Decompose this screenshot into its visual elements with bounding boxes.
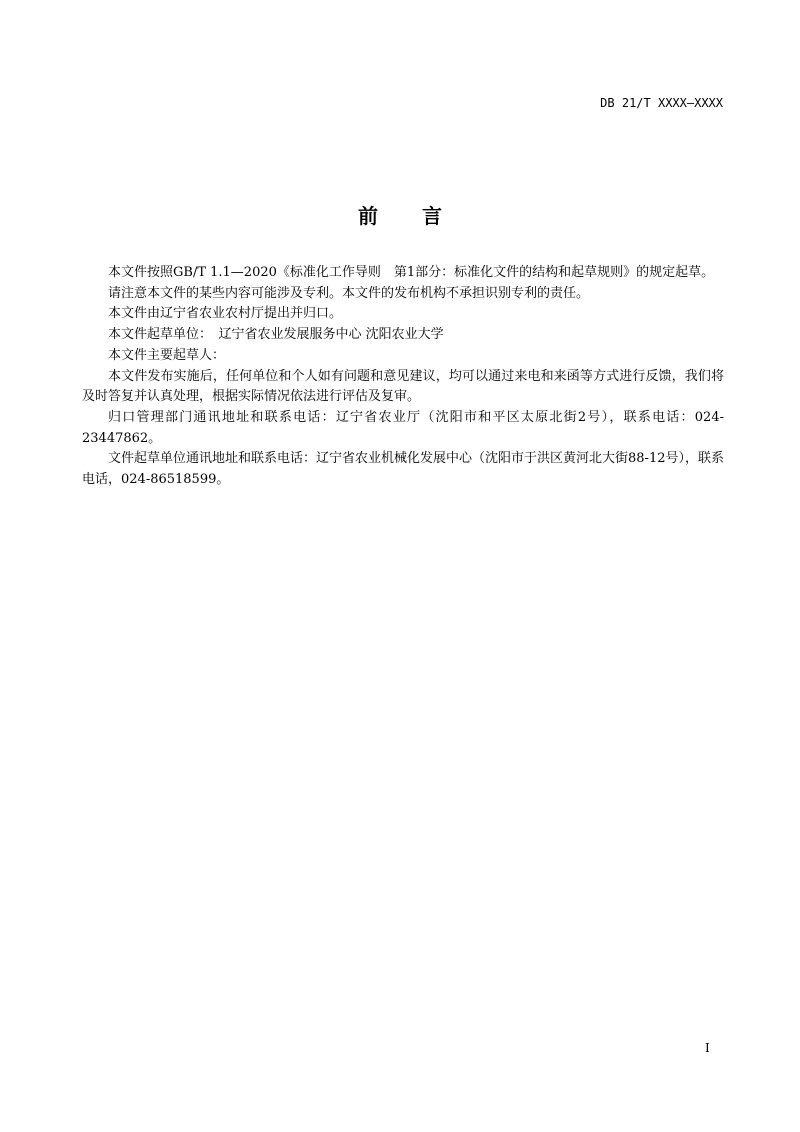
paragraph-authority-contact: 归口管理部门通讯地址和联系电话：辽宁省农业厅（沈阳市和平区太原北街2号），联系电话：024-23447862。	[82, 409, 724, 446]
paragraph-proposer: 本文件由辽宁省农业农村厅提出并归口。	[108, 306, 343, 322]
foreword-body	[82, 263, 724, 491]
paragraph-drafting-units: 本文件起草单位： 辽宁省农业发展服务中心 沈阳农业大学	[108, 327, 444, 343]
paragraph-drafting-rules: 本文件按照GB/T 1.1—2020《标准化工作导则 第1部分：标准化文件的结构和起草规则》的规定起草。	[108, 265, 715, 280]
page-title: 前言	[358, 204, 486, 228]
page-number: I	[705, 1041, 710, 1055]
paragraph-drafters: 本文件主要起草人：	[108, 347, 226, 363]
document-code: DB 21/T XXXX—XXXX	[600, 96, 723, 110]
paragraph-feedback: 本文件发布实施后，任何单位和个人如有问题和意见建议，均可以通过来电和来函等方式进行反馈，我们将及时答复并认真处理，根据实际情况依法进行评估及复审。	[82, 368, 724, 405]
paragraph-patent-notice: 请注意本文件的某些内容可能涉及专利。本文件的发布机构不承担识别专利的责任。	[108, 285, 590, 301]
paragraph-drafter-contact: 文件起草单位通讯地址和联系电话：辽宁省农业机械化发展中心（沈阳市于洪区黄河北大街88-12号），联系电话，024-86518599。	[82, 451, 724, 488]
